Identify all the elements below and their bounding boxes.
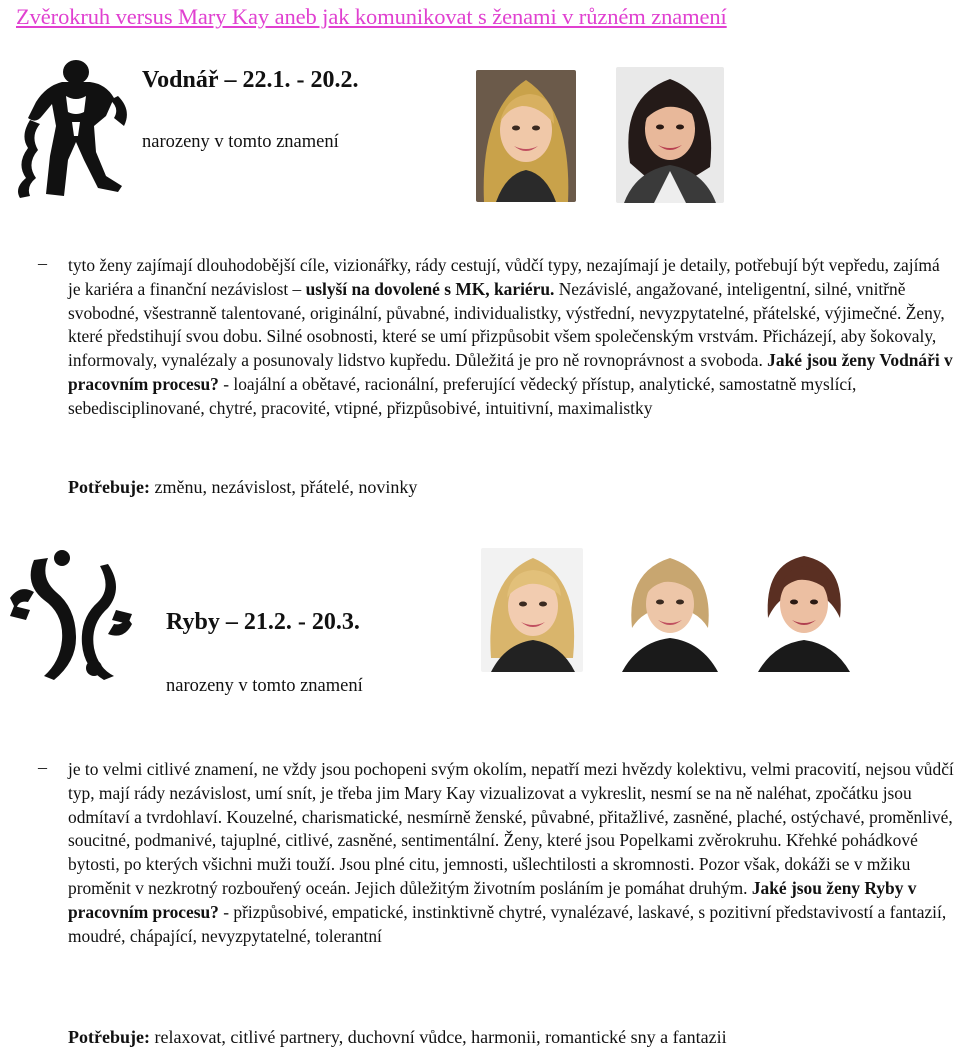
pisces-description (68, 758, 956, 948)
pisces-photo-3 (754, 548, 852, 672)
pisces-needs-value: relaxovat, citlivé partnery, duchovní vůdce, harmonii, romantické sny a fantazii (149, 1027, 727, 1047)
aquarius-photo-2 (616, 67, 724, 203)
pisces-bullet: – (38, 757, 47, 777)
aquarius-text-1: tyto ženy zajímají dlouhodobější cíle, vizionářky, rády cestují, vůdčí typy, nezajímají je detaily, potřebují být vepředu, zajímá je kariéra a finanční nezávislost – (68, 255, 940, 299)
pisces-heading: Ryby – 21.2. - 20.3. (166, 609, 360, 635)
pisces-needs-label: Potřebuje: (68, 1027, 150, 1047)
pisces-needs (68, 1027, 727, 1048)
pisces-icon (4, 544, 138, 682)
aquarius-photo-1 (476, 70, 576, 202)
aquarius-needs-label: Potřebuje: (68, 477, 150, 497)
aquarius-description (68, 254, 956, 421)
aquarius-text-2: Nezávislé, angažované, inteligentní, silné, vnitřně svobodné, všestranně talentované, originální, půvabné, individualistky, výstřední, nevyzpytatelné, přátelské, výjimečné. Ženy, které předstihují svou dobu. Silné osobnosti, které se umí přizpůsobit všem společenským vrstvám. Přicházejí, aby šokovaly, informovaly, vynalézaly a posunovaly lidstvo kupředu. Důležitá je pro ně rovnoprávnost a svoboda. (68, 278, 945, 371)
aquarius-bullet: – (38, 253, 47, 273)
pisces-text-bold-1: Jaké jsou ženy Ryby v pracovním procesu? (68, 877, 917, 922)
aquarius-text-3: - loajální a obětavé, racionální, preferující vědecký přístup, analytické, samostatně myslící, sebedisciplinované, chytré, pracovité, vtipné, přizpůsobivé, intuitivní, maximalistky (68, 373, 857, 418)
aquarius-born-label: narozeny v tomto znamení (142, 132, 339, 152)
aquarius-heading: Vodnář – 22.1. - 20.2. (142, 67, 359, 93)
pisces-text-2: - přizpůsobivé, empatické, instinktivně chytré, vynalézavé, laskavé, s pozitivní představivostí a fantazií, moudré, chápající, nevyzpytatelné, tolerantní (68, 901, 947, 946)
aquarius-needs (68, 477, 417, 498)
aquarius-text-bold-2: Jaké jsou ženy Vodnáři v pracovním procesu? (68, 350, 953, 394)
aquarius-needs-value: změnu, nezávislost, přátelé, novinky (149, 477, 418, 497)
pisces-photo-1 (481, 548, 583, 672)
pisces-text-1: je to velmi citlivé znamení, ne vždy jsou pochopeni svým okolím, nepatří mezi hvězdy kolektivu, velmi pracovití, nejsou vůdčí typ, mají rády nezávislost, umí snít, je třeba jim Mary Kay vizualizovat a vykreslit, nesmí se na ně naléhat, zpočátku jsou odmítaví a tvrdohlaví. Kouzelné, charismatické, nesmírně ženské, půvabné, přitažlivé, zasněné, plaché, ostýchavé, proměnlivé, soucitné, podmanivé, tajuplné, citlivé, zasněné, sentimentální. Ženy, které jsou Popelkami zvěrokruhu. Křehké pohádkové bytosti, po kterých všichni muži touží. Jsou plné citu, jemnosti, ušlechtilosti a skromnosti. Pozor však, dokáži se v mžiku proměnit v nezkrotný rozbouřený oceán. Jejich důležitým životním posláním je pomáhat druhým. (68, 759, 954, 898)
pisces-photo-2 (618, 548, 720, 672)
aquarius-icon (6, 56, 138, 204)
aquarius-text-bold-1: uslyší na dovolené s MK, kariéru. (305, 278, 555, 299)
page-title[interactable]: Zvěrokruh versus Mary Kay aneb jak komunikovat s ženami v různém znamení (16, 4, 727, 29)
pisces-born-label: narozeny v tomto znamení (166, 676, 363, 696)
